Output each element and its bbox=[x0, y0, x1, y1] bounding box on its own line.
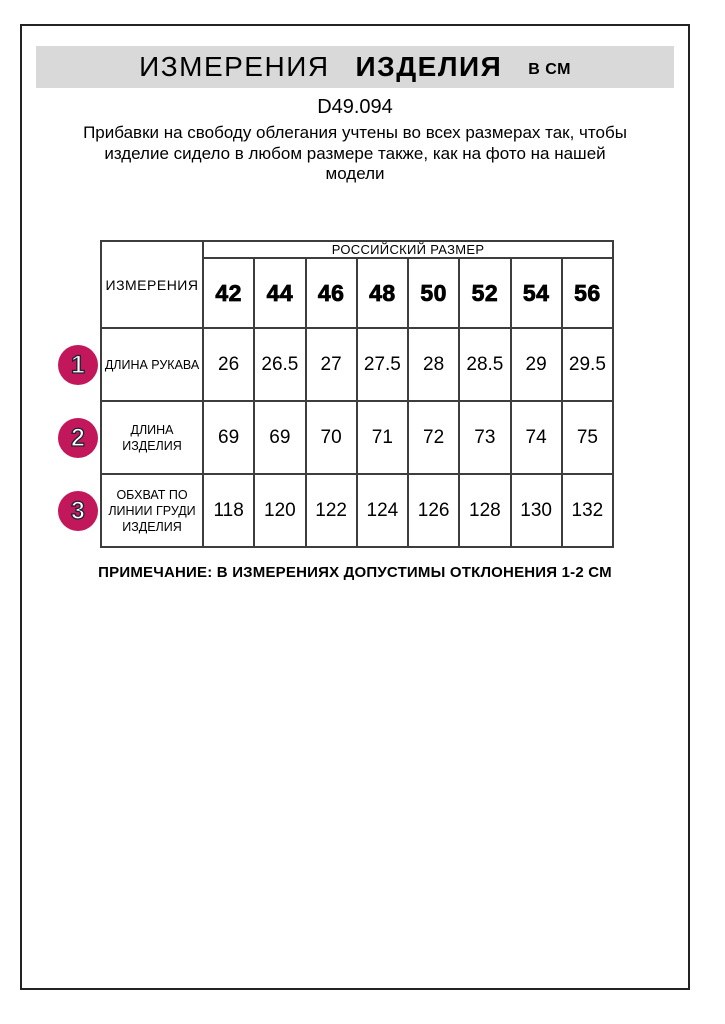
row-marker-1: 1 bbox=[58, 345, 98, 385]
description-line: модели bbox=[325, 164, 385, 183]
size-header: 42 bbox=[203, 258, 254, 328]
measurement-value: 29 bbox=[511, 328, 562, 401]
row-label bbox=[101, 401, 203, 474]
table-corner-header: ИЗМЕРЕНИЯ bbox=[101, 241, 203, 328]
measurement-value: 132 bbox=[562, 474, 613, 547]
measurement-value: 29.5 bbox=[562, 328, 613, 401]
size-header: 54 bbox=[511, 258, 562, 328]
size-table bbox=[100, 240, 614, 548]
row-marker-3: 3 bbox=[58, 491, 98, 531]
row-label bbox=[101, 474, 203, 547]
row-label-line: ИЗДЕЛИЯ bbox=[122, 438, 182, 453]
size-header: 44 bbox=[254, 258, 305, 328]
size-header: 48 bbox=[357, 258, 408, 328]
title-word-measurements: ИЗМЕРЕНИЯ bbox=[139, 51, 330, 82]
measurement-value: 75 bbox=[562, 401, 613, 474]
row-label-line: ИЗДЕЛИЯ bbox=[122, 519, 182, 534]
document-page bbox=[20, 24, 690, 990]
measurement-value: 124 bbox=[357, 474, 408, 547]
measurement-value: 73 bbox=[459, 401, 510, 474]
measurement-value: 26.5 bbox=[254, 328, 305, 401]
measurement-value: 27 bbox=[306, 328, 357, 401]
measurement-value: 118 bbox=[203, 474, 254, 547]
row-label-line: ЛИНИИ ГРУДИ bbox=[108, 503, 196, 518]
measurement-value: 72 bbox=[408, 401, 459, 474]
measurement-value: 71 bbox=[357, 401, 408, 474]
title-unit-cm: В СМ bbox=[528, 61, 571, 78]
measurement-value: 120 bbox=[254, 474, 305, 547]
fit-description bbox=[22, 123, 688, 185]
table-row-chest-girth bbox=[101, 474, 613, 547]
size-header: 52 bbox=[459, 258, 510, 328]
description-line: изделие сидело в любом размере также, как на фото на нашей bbox=[104, 143, 606, 163]
measurement-value: 69 bbox=[203, 401, 254, 474]
tolerance-note: ПРИМЕЧАНИЕ: В ИЗМЕРЕНИЯХ ДОПУСТИМЫ ОТКЛОНЕНИЯ 1-2 СМ bbox=[98, 564, 612, 581]
measurement-value: 26 bbox=[203, 328, 254, 401]
table-group-header-row bbox=[101, 241, 613, 258]
measurement-value: 74 bbox=[511, 401, 562, 474]
table-row-sleeve-length bbox=[101, 328, 613, 401]
row-label-line: ДЛИНА bbox=[130, 422, 174, 437]
measurement-value: 122 bbox=[306, 474, 357, 547]
table-group-header: РОССИЙСКИЙ РАЗМЕР bbox=[203, 241, 613, 258]
size-header: 50 bbox=[408, 258, 459, 328]
measurement-value: 69 bbox=[254, 401, 305, 474]
row-marker-2: 2 bbox=[58, 418, 98, 458]
measurement-value: 27.5 bbox=[357, 328, 408, 401]
row-label-line: ОБХВАТ ПО bbox=[116, 487, 188, 502]
measurement-value: 28.5 bbox=[459, 328, 510, 401]
title-bar bbox=[36, 46, 674, 88]
measurement-value: 126 bbox=[408, 474, 459, 547]
size-header: 46 bbox=[306, 258, 357, 328]
title-word-product: ИЗДЕЛИЯ bbox=[355, 51, 503, 82]
measurement-value: 130 bbox=[511, 474, 562, 547]
row-label-line: ДЛИНА РУКАВА bbox=[104, 357, 200, 372]
description-line: Прибавки на свободу облегания учтены во всех размерах так, чтобы bbox=[83, 123, 627, 142]
table-row-item-length bbox=[101, 401, 613, 474]
measurement-value: 128 bbox=[459, 474, 510, 547]
product-code: D49.094 bbox=[317, 96, 393, 118]
measurement-value: 28 bbox=[408, 328, 459, 401]
row-label bbox=[101, 328, 203, 401]
size-header: 56 bbox=[562, 258, 613, 328]
measurement-value: 70 bbox=[306, 401, 357, 474]
